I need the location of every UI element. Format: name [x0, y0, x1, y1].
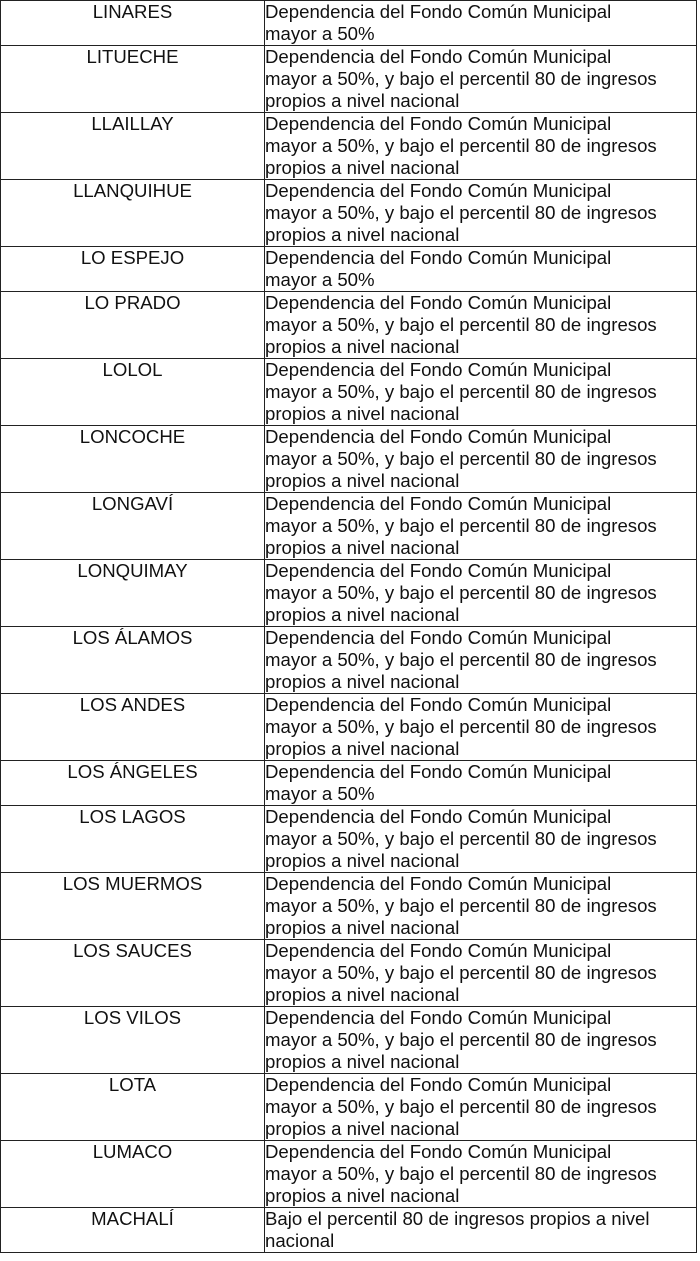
- comuna-name: LINARES: [1, 1, 265, 46]
- criteria-description: [265, 359, 697, 426]
- criteria-line: propios a nivel nacional: [265, 470, 460, 491]
- criteria-description: [265, 493, 697, 560]
- table-row: [1, 1, 697, 46]
- criteria-description: [265, 694, 697, 761]
- criteria-line: propios a nivel nacional: [265, 850, 460, 871]
- criteria-description: [265, 1074, 697, 1141]
- comuna-name: LONGAVÍ: [1, 493, 265, 560]
- criteria-line: mayor a 50%, y bajo el percentil 80 de ingresos: [265, 828, 657, 849]
- table-row: [1, 806, 697, 873]
- criteria-description: [265, 292, 697, 359]
- criteria-line: nacional: [265, 1230, 335, 1251]
- criteria-line: propios a nivel nacional: [265, 738, 460, 759]
- criteria-line: mayor a 50%, y bajo el percentil 80 de ingresos: [265, 515, 657, 536]
- criteria-line: propios a nivel nacional: [265, 671, 460, 692]
- comuna-name: LONCOCHE: [1, 426, 265, 493]
- criteria-line: Dependencia del Fondo Común Municipal: [265, 113, 612, 134]
- comuna-name: LOS SAUCES: [1, 940, 265, 1007]
- criteria-line: mayor a 50%: [265, 783, 375, 804]
- comuna-name: LOLOL: [1, 359, 265, 426]
- criteria-line: propios a nivel nacional: [265, 537, 460, 558]
- criteria-description: [265, 1, 697, 46]
- table-row: [1, 761, 697, 806]
- comuna-name: LOS LAGOS: [1, 806, 265, 873]
- criteria-description: [265, 940, 697, 1007]
- comuna-name: LOTA: [1, 1074, 265, 1141]
- criteria-description: [265, 1007, 697, 1074]
- criteria-line: mayor a 50%, y bajo el percentil 80 de ingresos: [265, 68, 657, 89]
- criteria-line: mayor a 50%, y bajo el percentil 80 de ingresos: [265, 1096, 657, 1117]
- criteria-line: Dependencia del Fondo Común Municipal: [265, 761, 612, 782]
- table-row: [1, 1208, 697, 1253]
- criteria-line: propios a nivel nacional: [265, 1051, 460, 1072]
- criteria-line: propios a nivel nacional: [265, 90, 460, 111]
- table-row: [1, 1074, 697, 1141]
- criteria-line: propios a nivel nacional: [265, 604, 460, 625]
- comunas-table-body: [1, 1, 697, 1253]
- criteria-line: Dependencia del Fondo Común Municipal: [265, 247, 612, 268]
- criteria-line: mayor a 50%, y bajo el percentil 80 de ingresos: [265, 381, 657, 402]
- criteria-line: Dependencia del Fondo Común Municipal: [265, 46, 612, 67]
- criteria-line: Dependencia del Fondo Común Municipal: [265, 627, 612, 648]
- criteria-line: propios a nivel nacional: [265, 1118, 460, 1139]
- table-row: [1, 113, 697, 180]
- criteria-description: [265, 627, 697, 694]
- criteria-line: Dependencia del Fondo Común Municipal: [265, 1074, 612, 1095]
- table-row: [1, 694, 697, 761]
- criteria-description: [265, 247, 697, 292]
- table-row: [1, 247, 697, 292]
- table-row: [1, 426, 697, 493]
- criteria-description: [265, 1141, 697, 1208]
- criteria-line: mayor a 50%, y bajo el percentil 80 de ingresos: [265, 716, 657, 737]
- table-row: [1, 292, 697, 359]
- criteria-line: propios a nivel nacional: [265, 917, 460, 938]
- criteria-line: mayor a 50%, y bajo el percentil 80 de ingresos: [265, 202, 657, 223]
- criteria-line: Dependencia del Fondo Común Municipal: [265, 426, 612, 447]
- table-row: [1, 493, 697, 560]
- criteria-line: mayor a 50%, y bajo el percentil 80 de ingresos: [265, 582, 657, 603]
- criteria-line: mayor a 50%: [265, 23, 375, 44]
- table-row: [1, 940, 697, 1007]
- criteria-description: [265, 1208, 697, 1253]
- criteria-line: Dependencia del Fondo Común Municipal: [265, 560, 612, 581]
- criteria-line: Dependencia del Fondo Común Municipal: [265, 806, 612, 827]
- table-row: [1, 1007, 697, 1074]
- comuna-name: LLANQUIHUE: [1, 180, 265, 247]
- table-row: [1, 873, 697, 940]
- criteria-line: mayor a 50%, y bajo el percentil 80 de ingresos: [265, 448, 657, 469]
- criteria-line: mayor a 50%, y bajo el percentil 80 de ingresos: [265, 1163, 657, 1184]
- criteria-line: Dependencia del Fondo Común Municipal: [265, 873, 612, 894]
- criteria-line: mayor a 50%, y bajo el percentil 80 de ingresos: [265, 962, 657, 983]
- criteria-line: Dependencia del Fondo Común Municipal: [265, 180, 612, 201]
- criteria-description: [265, 46, 697, 113]
- criteria-line: Dependencia del Fondo Común Municipal: [265, 292, 612, 313]
- criteria-line: Dependencia del Fondo Común Municipal: [265, 940, 612, 961]
- criteria-line: mayor a 50%: [265, 269, 375, 290]
- criteria-description: [265, 560, 697, 627]
- criteria-line: propios a nivel nacional: [265, 1185, 460, 1206]
- criteria-description: [265, 113, 697, 180]
- criteria-description: [265, 426, 697, 493]
- table-row: [1, 359, 697, 426]
- criteria-line: Dependencia del Fondo Común Municipal: [265, 1141, 612, 1162]
- table-row: [1, 46, 697, 113]
- comuna-name: LONQUIMAY: [1, 560, 265, 627]
- criteria-line: Dependencia del Fondo Común Municipal: [265, 1007, 612, 1028]
- criteria-line: Dependencia del Fondo Común Municipal: [265, 1, 612, 22]
- criteria-line: mayor a 50%, y bajo el percentil 80 de ingresos: [265, 314, 657, 335]
- criteria-line: mayor a 50%, y bajo el percentil 80 de ingresos: [265, 1029, 657, 1050]
- comuna-name: LOS MUERMOS: [1, 873, 265, 940]
- criteria-line: Dependencia del Fondo Común Municipal: [265, 694, 612, 715]
- criteria-description: [265, 180, 697, 247]
- comuna-name: LO ESPEJO: [1, 247, 265, 292]
- table-row: [1, 180, 697, 247]
- criteria-line: propios a nivel nacional: [265, 157, 460, 178]
- criteria-line: propios a nivel nacional: [265, 336, 460, 357]
- criteria-line: Bajo el percentil 80 de ingresos propios a nivel: [265, 1208, 650, 1229]
- comuna-name: LOS ÁNGELES: [1, 761, 265, 806]
- comuna-name: LOS ANDES: [1, 694, 265, 761]
- table-row: [1, 1141, 697, 1208]
- criteria-line: mayor a 50%, y bajo el percentil 80 de ingresos: [265, 135, 657, 156]
- criteria-line: mayor a 50%, y bajo el percentil 80 de ingresos: [265, 649, 657, 670]
- criteria-line: Dependencia del Fondo Común Municipal: [265, 359, 612, 380]
- comuna-name: LUMACO: [1, 1141, 265, 1208]
- criteria-description: [265, 806, 697, 873]
- comuna-name: LOS VILOS: [1, 1007, 265, 1074]
- criteria-description: [265, 761, 697, 806]
- comuna-name: MACHALÍ: [1, 1208, 265, 1253]
- criteria-line: mayor a 50%, y bajo el percentil 80 de ingresos: [265, 895, 657, 916]
- comuna-name: LO PRADO: [1, 292, 265, 359]
- criteria-line: propios a nivel nacional: [265, 984, 460, 1005]
- criteria-line: propios a nivel nacional: [265, 403, 460, 424]
- table-row: [1, 627, 697, 694]
- comuna-name: LLAILLAY: [1, 113, 265, 180]
- comuna-name: LITUECHE: [1, 46, 265, 113]
- criteria-line: propios a nivel nacional: [265, 224, 460, 245]
- criteria-description: [265, 873, 697, 940]
- comuna-name: LOS ÁLAMOS: [1, 627, 265, 694]
- table-row: [1, 560, 697, 627]
- criteria-line: Dependencia del Fondo Común Municipal: [265, 493, 612, 514]
